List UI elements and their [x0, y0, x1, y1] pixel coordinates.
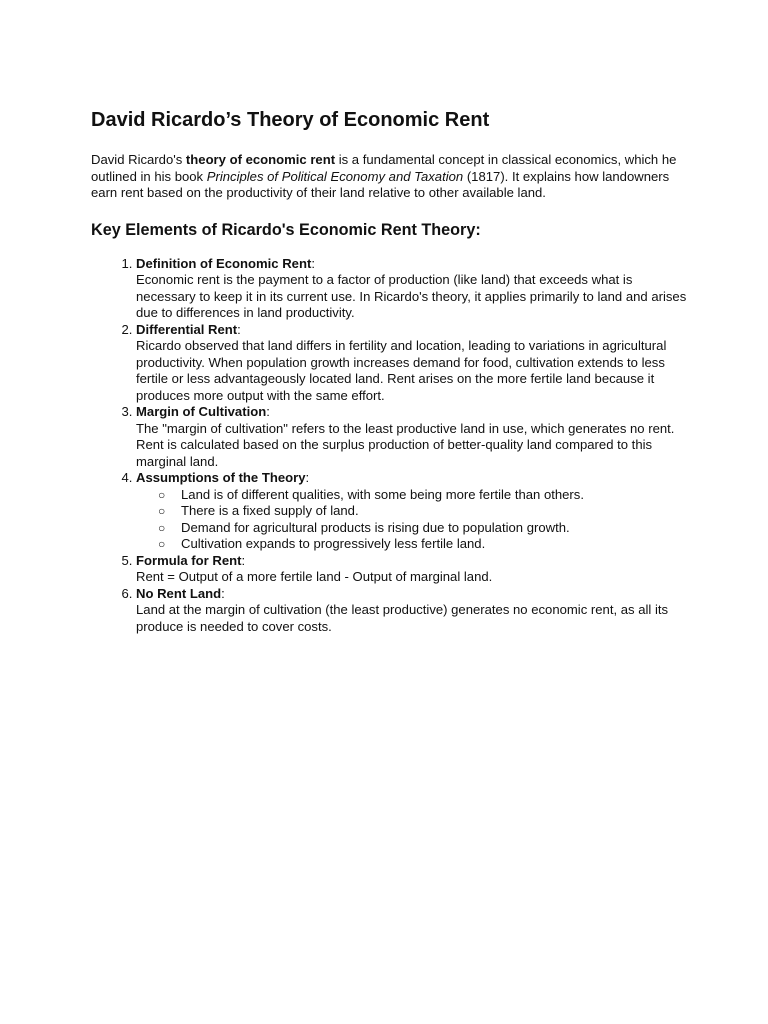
- assumptions-sublist: [136, 487, 691, 553]
- item-body: Ricardo observed that land differs in fertility and location, leading to variations in agricultural productivity. When population growth increases demand for food, cultivation extends to less fertile or less advantageously located land. Rent arises on the more fertile land because it produces more output with the same effort.: [136, 338, 667, 403]
- list-item: [136, 322, 691, 405]
- list-item: [136, 470, 691, 553]
- item-colon: :: [311, 255, 315, 271]
- item-title: Differential Rent: [136, 321, 238, 337]
- item-colon: :: [237, 321, 241, 337]
- item-title: Formula for Rent: [136, 552, 242, 568]
- document-body: [91, 106, 691, 635]
- circle-bullet-icon: ○: [158, 504, 166, 518]
- intro-text-middle: is a fundamental concept in classical economics, which he outlined in his book: [91, 152, 677, 184]
- sublist-item-text: There is a fixed supply of land.: [181, 503, 359, 518]
- circle-bullet-icon: ○: [158, 537, 166, 551]
- section-heading: Key Elements of Ricardo's Economic Rent Theory:: [91, 220, 481, 239]
- item-title: Assumptions of the Theory: [136, 470, 306, 485]
- intro-book-title: Principles of Political Economy and Taxation: [206, 168, 464, 184]
- list-item: [136, 404, 691, 470]
- item-body: Rent = Output of a more fertile land - Output of marginal land.: [136, 569, 493, 584]
- sublist-item: [158, 536, 691, 553]
- item-title: Definition of Economic Rent: [136, 255, 312, 271]
- circle-bullet-icon: ○: [158, 487, 166, 502]
- circle-bullet-icon: ○: [158, 520, 166, 535]
- sublist-item: [158, 519, 691, 537]
- intro-text-start: David Ricardo's: [91, 152, 186, 167]
- item-colon: :: [241, 552, 246, 568]
- sublist-item-text: Land is of different qualities, with some being more fertile than others.: [181, 486, 584, 502]
- item-body: Economic rent is the payment to a factor of production (like land) that exceeds what is necessary to keep it in its current use. In Ricardo's theory, it applies primarily to land and arises due to differences in land productivity.: [136, 272, 687, 320]
- item-body: Land at the margin of cultivation (the least productive) generates no economic rent, as all its produce is needed to cover costs.: [136, 602, 669, 634]
- list-item: [136, 256, 691, 322]
- intro-text-end: (1817). It explains how landowners earn rent based on the productivity of their land relative to other available land.: [91, 168, 670, 200]
- key-elements-list: [91, 256, 691, 636]
- item-colon: :: [266, 404, 270, 419]
- item-title: Margin of Cultivation: [136, 404, 267, 419]
- list-item: [136, 553, 691, 586]
- sublist-item-text: Cultivation expands to progressively less fertile land.: [181, 536, 486, 551]
- item-body: The "margin of cultivation" refers to the least productive land in use, which generates no rent. Rent is calculated based on the surplus production of better-quality land compared to this marginal land.: [136, 420, 675, 469]
- item-colon: :: [305, 470, 310, 485]
- sublist-item: [158, 486, 691, 504]
- page-title: David Ricardo’s Theory of Economic Rent: [91, 109, 490, 131]
- intro-paragraph: [91, 152, 691, 202]
- list-item: [136, 586, 691, 636]
- sublist-item: [158, 503, 691, 520]
- sublist-item-text: Demand for agricultural products is rising due to population growth.: [181, 519, 570, 535]
- intro-bold-term: theory of economic rent: [185, 152, 336, 167]
- item-colon: :: [221, 585, 225, 601]
- item-title: No Rent Land: [136, 585, 222, 601]
